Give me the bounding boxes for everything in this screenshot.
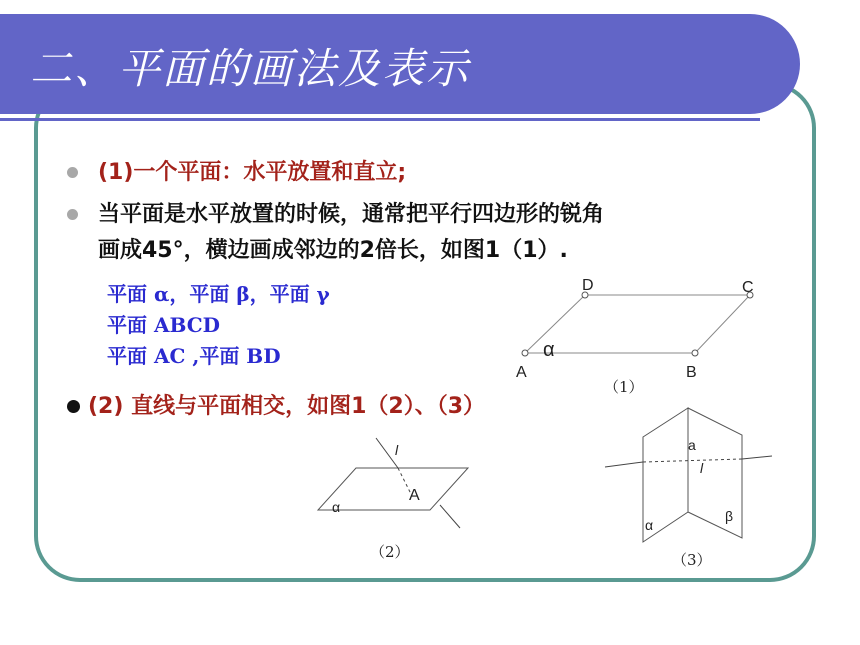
label-a-point: A bbox=[409, 487, 420, 504]
label-l-3: l bbox=[700, 460, 704, 476]
vertex-a bbox=[522, 350, 528, 356]
label-alpha-2: α bbox=[332, 499, 341, 515]
line-l-lower bbox=[440, 505, 460, 528]
caption-2: （2） bbox=[370, 543, 410, 561]
figure-1 bbox=[516, 277, 754, 396]
bullet-2-line-2: 画成45°，横边画成邻边的2倍长，如图1（1）. bbox=[98, 238, 568, 263]
notation-line-1: 平面 α，平面 β，平面 γ bbox=[107, 282, 330, 306]
plane-alpha bbox=[318, 468, 468, 510]
vertex-b bbox=[692, 350, 698, 356]
label-c: C bbox=[742, 279, 754, 296]
bullet-1-text: (1)一个平面：水平放置和直立; bbox=[98, 160, 407, 185]
caption-1: （1） bbox=[604, 378, 644, 396]
parallelogram-abcd bbox=[525, 295, 750, 353]
label-l: l bbox=[395, 442, 399, 458]
plane-beta-3 bbox=[688, 408, 742, 538]
label-a: A bbox=[516, 364, 527, 381]
label-b: B bbox=[686, 364, 697, 381]
figure-3 bbox=[605, 408, 772, 569]
label-alpha: α bbox=[543, 339, 555, 361]
notation-line-2: 平面 ABCD bbox=[107, 313, 221, 337]
label-d: D bbox=[582, 277, 594, 294]
caption-3: （3） bbox=[672, 551, 712, 569]
bullet-2-line-1: 当平面是水平放置的时候，通常把平行四边形的锐角 bbox=[98, 202, 605, 227]
line-l-hidden-3 bbox=[643, 459, 742, 462]
line-l-right bbox=[742, 456, 772, 459]
bullet-3-text: (2) 直线与平面相交，如图1（2）、（3） bbox=[88, 394, 486, 419]
label-beta-3: β bbox=[725, 508, 734, 524]
label-alpha-3: α bbox=[645, 517, 654, 533]
line-l-left bbox=[605, 462, 643, 467]
figure-2 bbox=[318, 438, 468, 561]
notation-line-3: 平面 AC ,平面 BD bbox=[107, 344, 281, 368]
label-a-line: a bbox=[688, 437, 696, 453]
slide-title: 二、平面的画法及表示 bbox=[30, 44, 471, 93]
